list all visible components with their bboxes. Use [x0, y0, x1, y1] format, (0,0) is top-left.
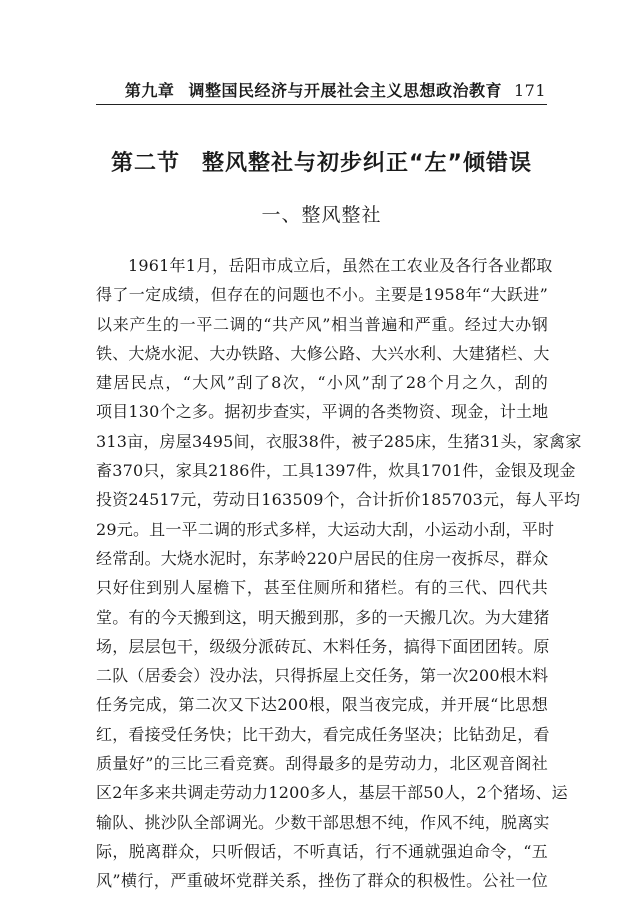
text-line: 经常刮。大烧水泥时，东茅岭220户居民的住房一夜拆尽，群众 — [96, 548, 549, 568]
section-label: 第二节 — [111, 151, 181, 176]
section-heading — [96, 146, 547, 177]
text-line: 红，看接受任务快；比干劲大，看完成任务坚决；比钻劲足，看 — [96, 724, 550, 744]
page-number: 171 — [513, 81, 546, 100]
text-line: 以来产生的一平二调的“共产风”相当普遍和严重。经过大办钢 — [96, 314, 548, 334]
text-line: 铁、大烧水泥、大办铁路、大修公路、大兴水利、大建猪栏、大 — [96, 343, 550, 363]
subsection-heading: 一、整风整社 — [261, 204, 382, 226]
text-line: 堂。有的今天搬到这，明天搬到那，多的一天搬几次。为大建猪 — [96, 607, 550, 627]
text-line: 投资24517元，劳动日163509个，合计折价185703元，每人平均 — [96, 490, 581, 510]
running-head — [98, 78, 546, 101]
text-line: 得了一定成绩，但存在的问题也不小。主要是1958年“大跃进” — [96, 285, 548, 305]
running-head-title: 调整国民经济与开展社会主义思想政治教育 — [188, 81, 502, 100]
text-line: 区2年多来共调走劳动力1200多人，基层干部50人，2个猪场、运 — [96, 783, 568, 803]
body-paragraph — [96, 251, 582, 896]
header-rule — [96, 104, 547, 105]
text-line: 任务完成，第二次又下达200根，限当夜完成，并开展“比思想 — [96, 695, 548, 715]
text-line: 输队、挑沙队全部调光。少数干部思想不纯，作风不纯，脱离实 — [96, 812, 550, 832]
text-line: 质量好”的三比三看竞赛。刮得最多的是劳动力，北区观音阁社 — [96, 754, 548, 774]
text-line: 313亩，房屋3495间，衣服38件，被子285床，生猪31头，家禽家 — [96, 431, 582, 451]
text-line: 畜370只，家具2186件，工具1397件，炊具1701件，金银及现金 — [96, 461, 576, 481]
running-head-chapter: 第九章 — [124, 81, 175, 100]
text-line: 只好住到别人屋檐下，甚至住厕所和猪栏。有的三代、四代共 — [96, 578, 548, 598]
text-line: 29元。且一平二调的形式多样，大运动大刮，小运动小刮，平时 — [96, 519, 555, 539]
text-line: 风”横行，严重破坏党群关系，挫伤了群众的积极性。公社一位 — [96, 871, 548, 891]
text-line: 二队（居委会）没办法，只得拆屋上交任务，第一次200根木料 — [96, 666, 549, 686]
text-line: 项目130个之多。据初步查实，平调的各类物资、现金，计土地 — [96, 402, 549, 422]
text-line: 场，层层包干，级级分派砖瓦、木料任务，搞得下面团团转。原 — [96, 636, 550, 656]
text-line: 建居民点，“大风”刮了8次，“小风”刮了28个月之久，刮的 — [96, 373, 548, 393]
text-line: 1961年1月，岳阳市成立后，虽然在工农业及各行各业都取 — [128, 256, 553, 275]
text-line: 际，脱离群众，只听假话，不听真话，行不通就强迫命令，“五 — [96, 841, 548, 861]
section-title: 整风整社与初步纠正“左”倾错误 — [202, 151, 532, 176]
